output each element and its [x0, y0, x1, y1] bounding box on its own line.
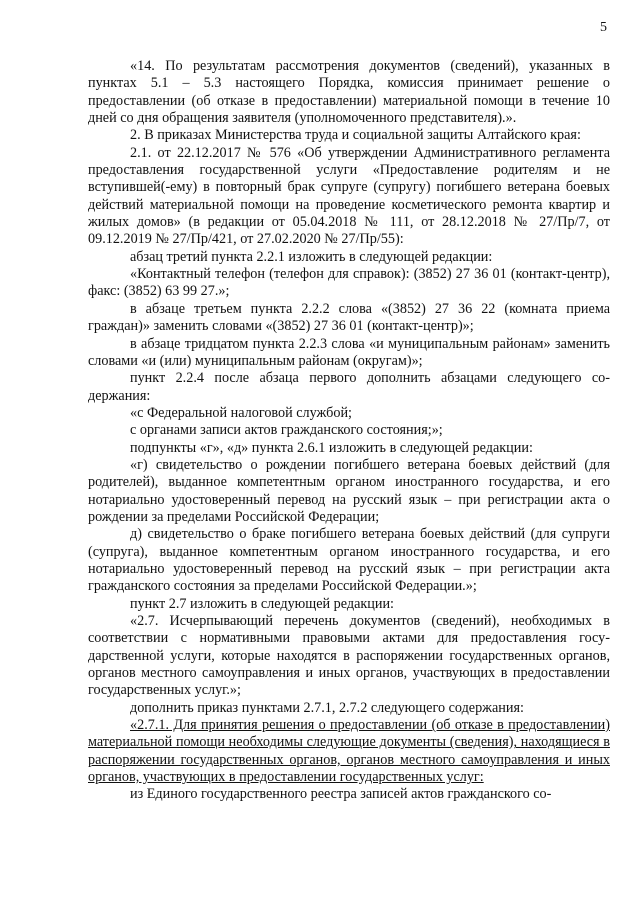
paragraph: дополнить приказ пунктами 2.7.1, 2.7.2 следующего содержания: — [130, 699, 524, 716]
paragraph: «2.7. Исчерпывающий перечень документов (сведений), необходимых в соответствии с нормативными правовыми актами для предоставления государственной услуги, которые находятся в распоряжении государственных органов, органов местного самоуправления и иных органов, участвующих в предоставлении государственных услуг.»; — [88, 613, 610, 699]
paragraph: «г) свидетельство о рождении погибшего ветерана боевых действий (для родителей), выданное компетентным органом иностранного государства, и его нотариально удостоверенный перевод на русский язык – при регистрации акта о рождении за пределами Российской Федерации; — [88, 456, 610, 525]
paragraph: д) свидетельство о браке погибшего ветерана боевых действий (для супруги (супруга), выданное компетентным органом иностранного государства, и его нотариально удостоверенный перевод на русский язык – при регистрации акта гражданского состояния за пределами Российской Федерации.»; — [88, 526, 610, 595]
paragraph: подпункты «г», «д» пункта 2.6.1 изложить в следующей редакции: — [130, 439, 533, 456]
paragraph: пункт 2.2.4 после абзаца первого дополнить абзацами следующего содержания: — [88, 370, 610, 404]
paragraph: «с Федеральной налоговой службой; — [130, 404, 352, 421]
document-body — [88, 58, 610, 804]
paragraph: «14. По результатам рассмотрения документов (сведений), указанных в пунктах 5.1 – 5.3 настоящего Порядка, комиссия принимает решение о предоставлении (об отказе в предоставлении) материальной помощи в течение 10 дней со дня обращения заявителя (уполномоченного представителя).». — [88, 58, 610, 127]
paragraph: в абзаце тридцатом пункта 2.2.3 слова «и муниципальным районам» заменить словами «и (или) муниципальным районам (округам)»; — [88, 335, 610, 369]
paragraph: пункт 2.7 изложить в следующей редакции: — [130, 595, 394, 612]
page-number: 5 — [600, 20, 607, 35]
paragraph: 2.1. от 22.12.2017 № 576 «Об утверждении Административного регламента предоставления государственной услуги «Предоставление родителям и не вступившей(-ему) в повторный брак супруге (супругу) погибшего ветерана боевых действий материальной помощи на проведение косметического ремонта квартир и жилых домов» (в редакции от 05.04.2018 № 111, от 28.12.2018 № 27/Пр/7, от 09.12.2019 № 27/Пр/421, от 27.02.2020 № 27/Пр/55): — [88, 144, 610, 248]
paragraph: «Контактный телефон (телефон для справок): (3852) 27 36 01 (контакт-центр), факс: (3852) 63 99 27.»; — [88, 266, 610, 300]
paragraph: 2. В приказах Министерства труда и социальной защиты Алтайского края: — [130, 127, 581, 144]
paragraph: в абзаце третьем пункта 2.2.2 слова «(3852) 27 36 22 (комната приема граждан)» заменить словами «(3852) 27 36 01 (контакт-центр)»; — [88, 300, 610, 335]
paragraph: абзац третий пункта 2.2.1 изложить в следующей редакции: — [130, 248, 493, 265]
paragraph: из Единого государственного реестра записей актов гражданского со- — [130, 786, 552, 803]
paragraph: «2.7.1. Для принятия решения о предоставлении (об отказе в предоставлении) материальной помощи необходимы следующие документы (сведения), находящиеся в распоряжении государственных органов, органов местного самоуправления и иных органов, участвующих в предоставлении государственных услуг: — [88, 717, 610, 786]
paragraph: с органами записи актов гражданского состояния;»; — [130, 422, 443, 439]
